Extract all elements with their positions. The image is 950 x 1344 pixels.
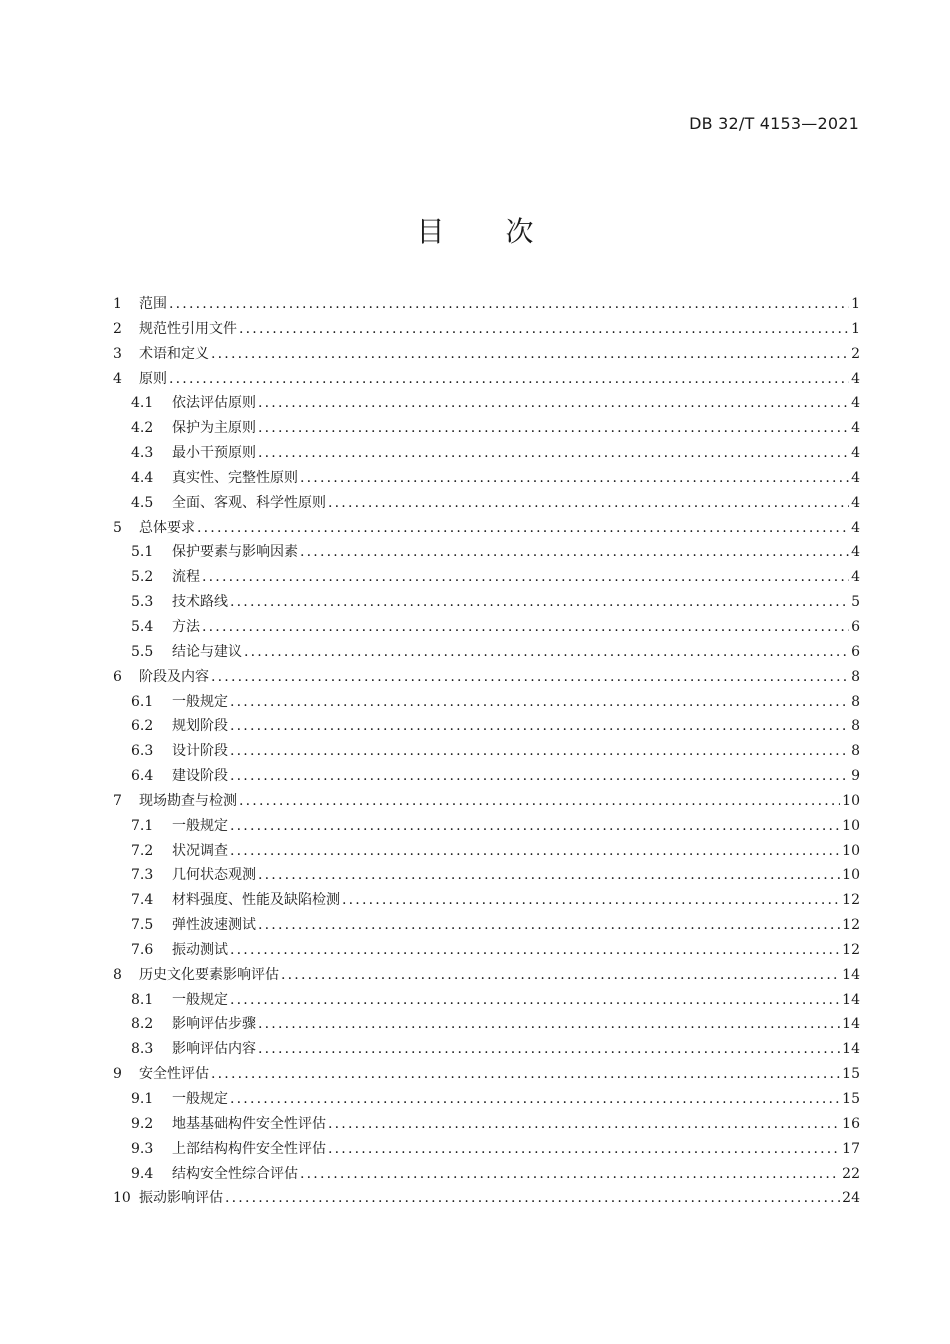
toc-entry-number: 6.1 xyxy=(131,693,154,710)
toc-entry-page-number: 22 xyxy=(842,1165,860,1182)
toc-entry-page-number: 4 xyxy=(851,494,860,511)
toc-entry-number: 9.1 xyxy=(131,1091,154,1107)
toc-entry-label: 地基基础构件安全性评估 xyxy=(172,1115,326,1132)
toc-dot-leader xyxy=(211,1066,840,1082)
toc-entry-number: 7.5 xyxy=(131,917,154,934)
toc-entry[interactable] xyxy=(113,591,860,616)
toc-dot-leader xyxy=(258,1041,840,1057)
toc-entry-page-number: 12 xyxy=(842,941,860,958)
page-title: 目 次 xyxy=(416,215,560,248)
toc-entry-label: 状况调查 xyxy=(172,842,228,859)
toc-dot-leader xyxy=(258,1016,840,1032)
toc-dot-leader xyxy=(239,321,849,337)
toc-entry-number: 9 xyxy=(113,1066,122,1083)
toc-entry-label: 弹性波速测试 xyxy=(172,917,256,934)
toc-dot-leader xyxy=(230,942,840,958)
toc-entry-label: 方法 xyxy=(172,618,200,635)
toc-entry-label: 影响评估内容 xyxy=(172,1041,256,1058)
toc-entry-number: 4.3 xyxy=(131,445,154,462)
toc-entry-number: 5.5 xyxy=(131,643,154,660)
toc-entry-page-number: 14 xyxy=(842,991,860,1008)
toc-entry-label: 一般规定 xyxy=(172,1091,228,1107)
toc-entry-number: 7.4 xyxy=(131,892,154,909)
toc-entry-page-number: 15 xyxy=(842,1066,860,1083)
toc-entry-number: 9.3 xyxy=(131,1140,154,1157)
toc-entry-label: 振动测试 xyxy=(172,941,228,958)
toc-entry-page-number: 16 xyxy=(842,1115,860,1132)
toc-entry[interactable] xyxy=(113,691,860,716)
toc-entry-label: 一般规定 xyxy=(172,991,228,1008)
toc-dot-leader xyxy=(328,495,849,511)
toc-entry-label: 规范性引用文件 xyxy=(139,320,237,337)
toc-dot-leader xyxy=(328,1116,840,1132)
toc-entry-page-number: 8 xyxy=(851,668,860,685)
toc-dot-leader xyxy=(300,470,849,486)
toc-entry[interactable] xyxy=(113,1138,860,1163)
toc-entry[interactable] xyxy=(113,1088,860,1113)
toc-entry-number: 8.1 xyxy=(131,991,154,1008)
toc-dot-leader xyxy=(230,694,849,710)
toc-entry-page-number: 14 xyxy=(842,1041,860,1058)
toc-entry-number: 4.2 xyxy=(131,420,154,437)
toc-entry[interactable] xyxy=(113,442,860,467)
toc-entry[interactable] xyxy=(113,566,860,591)
toc-entry-label: 总体要求 xyxy=(139,519,195,536)
toc-entry[interactable] xyxy=(113,790,860,815)
toc-entry[interactable] xyxy=(113,1187,860,1212)
toc-entry-label: 现场勘查与检测 xyxy=(139,792,237,809)
toc-entry[interactable] xyxy=(113,368,860,393)
toc-entry[interactable] xyxy=(113,1038,860,1063)
toc-dot-leader xyxy=(230,718,849,734)
toc-entry-page-number: 9 xyxy=(851,768,860,785)
toc-dot-leader xyxy=(230,768,849,784)
toc-entry-label: 原则 xyxy=(139,370,167,387)
toc-entry[interactable] xyxy=(113,864,860,889)
toc-entry-page-number: 10 xyxy=(842,792,860,809)
toc-entry-label: 结论与建议 xyxy=(172,643,242,660)
toc-entry-number: 5.1 xyxy=(131,544,154,561)
toc-dot-leader xyxy=(281,967,840,983)
toc-entry[interactable] xyxy=(113,467,860,492)
toc-entry-number: 7.1 xyxy=(131,817,154,834)
toc-dot-leader xyxy=(230,818,840,834)
toc-entry-page-number: 6 xyxy=(851,643,860,660)
toc-entry-label: 几何状态观测 xyxy=(172,867,256,884)
toc-entry-number: 8 xyxy=(113,966,122,983)
toc-entry[interactable] xyxy=(113,392,860,417)
toc-entry-number: 6.3 xyxy=(131,743,154,760)
toc-entry-page-number: 14 xyxy=(842,1016,860,1033)
toc-entry-page-number: 24 xyxy=(842,1190,860,1207)
toc-entry[interactable] xyxy=(113,417,860,442)
toc-entry-number: 4 xyxy=(113,370,122,387)
toc-entry-number: 7.6 xyxy=(131,941,154,958)
toc-entry[interactable] xyxy=(113,293,860,318)
toc-entry-number: 3 xyxy=(113,345,122,362)
toc-entry-page-number: 14 xyxy=(842,966,860,983)
toc-entry[interactable] xyxy=(113,1113,860,1138)
toc-entry-label: 振动影响评估 xyxy=(139,1190,223,1207)
toc-entry-page-number: 4 xyxy=(851,420,860,437)
toc-entry-label: 历史文化要素影响评估 xyxy=(139,966,279,983)
toc-entry-label: 建设阶段 xyxy=(172,768,228,785)
toc-entry-label: 上部结构构件安全性评估 xyxy=(172,1140,326,1157)
toc-entry-page-number: 1 xyxy=(851,320,860,337)
toc-dot-leader xyxy=(169,296,849,312)
toc-entry-number: 4.1 xyxy=(131,395,154,412)
toc-entry-number: 8.3 xyxy=(131,1041,154,1058)
toc-dot-leader xyxy=(342,892,840,908)
toc-entry[interactable] xyxy=(113,541,860,566)
toc-entry-label: 真实性、完整性原则 xyxy=(172,469,298,486)
toc-dot-leader xyxy=(300,544,849,560)
toc-entry-page-number: 12 xyxy=(842,892,860,909)
toc-entry-number: 5.3 xyxy=(131,594,154,611)
toc-entry-page-number: 10 xyxy=(842,867,860,884)
toc-entry-label: 安全性评估 xyxy=(139,1066,209,1083)
toc-entry-label: 全面、客观、科学性原则 xyxy=(172,494,326,511)
toc-dot-leader xyxy=(328,1141,840,1157)
toc-entry[interactable] xyxy=(113,666,860,691)
toc-entry[interactable] xyxy=(113,1013,860,1038)
toc-entry-page-number: 4 xyxy=(851,544,860,561)
toc-entry-number: 4.5 xyxy=(131,494,154,511)
toc-entry[interactable] xyxy=(113,914,860,939)
toc-entry-number: 6 xyxy=(113,668,122,685)
toc-entry[interactable] xyxy=(113,889,860,914)
toc-entry-label: 阶段及内容 xyxy=(139,668,209,685)
toc-entry-number: 2 xyxy=(113,320,122,337)
toc-entry-label: 最小干预原则 xyxy=(172,445,256,462)
toc-entry[interactable] xyxy=(113,492,860,517)
toc-dot-leader xyxy=(258,420,849,436)
toc-entry-page-number: 4 xyxy=(851,519,860,536)
toc-entry-label: 保护为主原则 xyxy=(172,420,256,437)
toc-entry-page-number: 6 xyxy=(851,618,860,635)
toc-entry-number: 5.2 xyxy=(131,569,154,586)
toc-entry-number: 6.2 xyxy=(131,718,154,735)
toc-entry-number: 1 xyxy=(113,296,122,312)
toc-entry-page-number: 4 xyxy=(851,569,860,586)
toc-entry[interactable] xyxy=(113,964,860,989)
toc-entry[interactable] xyxy=(113,641,860,666)
toc-dot-leader xyxy=(211,669,849,685)
toc-entry[interactable] xyxy=(113,1163,860,1188)
toc-entry-page-number: 4 xyxy=(851,395,860,412)
toc-dot-leader xyxy=(258,395,849,411)
standard-code: DB 32/T 4153—2021 xyxy=(689,114,859,133)
toc-entry-label: 范围 xyxy=(139,296,167,312)
toc-entry-page-number: 10 xyxy=(842,842,860,859)
toc-dot-leader xyxy=(202,619,849,635)
toc-entry-number: 6.4 xyxy=(131,768,154,785)
toc-entry-number: 5 xyxy=(113,519,122,536)
toc-entry-number: 7.3 xyxy=(131,867,154,884)
toc-entry-label: 术语和定义 xyxy=(139,345,209,362)
toc-entry-label: 流程 xyxy=(172,569,200,586)
toc-entry-label: 一般规定 xyxy=(172,817,228,834)
toc-entry-number: 7 xyxy=(113,792,122,809)
toc-entry-page-number: 2 xyxy=(851,345,860,362)
toc-entry-page-number: 17 xyxy=(842,1140,860,1157)
toc-dot-leader xyxy=(225,1190,840,1206)
toc-entry[interactable] xyxy=(113,840,860,865)
toc-dot-leader xyxy=(202,569,849,585)
toc-entry-page-number: 12 xyxy=(842,917,860,934)
toc-entry-page-number: 8 xyxy=(851,743,860,760)
toc-entry[interactable] xyxy=(113,1063,860,1088)
toc-entry-label: 保护要素与影响因素 xyxy=(172,544,298,561)
toc-entry-label: 影响评估步骤 xyxy=(172,1016,256,1033)
toc-entry-page-number: 4 xyxy=(851,370,860,387)
toc-dot-leader xyxy=(169,371,849,387)
toc-dot-leader xyxy=(258,445,849,461)
toc-entry-label: 材料强度、性能及缺陷检测 xyxy=(172,892,340,909)
toc-entry-label: 设计阶段 xyxy=(172,743,228,760)
toc-entry[interactable] xyxy=(113,765,860,790)
toc-dot-leader xyxy=(230,992,840,1008)
table-of-contents xyxy=(113,293,860,1212)
toc-dot-leader xyxy=(300,1166,840,1182)
toc-entry[interactable] xyxy=(113,740,860,765)
toc-dot-leader xyxy=(239,793,840,809)
toc-entry-number: 9.4 xyxy=(131,1165,154,1182)
toc-entry-number: 5.4 xyxy=(131,618,154,635)
toc-entry[interactable] xyxy=(113,815,860,840)
toc-dot-leader xyxy=(258,867,840,883)
toc-entry-number: 7.2 xyxy=(131,842,154,859)
toc-dot-leader xyxy=(230,1091,840,1107)
toc-entry-page-number: 4 xyxy=(851,445,860,462)
toc-entry-page-number: 10 xyxy=(842,817,860,834)
toc-entry-page-number: 8 xyxy=(851,693,860,710)
toc-entry-page-number: 1 xyxy=(851,296,860,312)
toc-entry-page-number: 8 xyxy=(851,718,860,735)
toc-entry-label: 一般规定 xyxy=(172,693,228,710)
toc-dot-leader xyxy=(244,644,849,660)
toc-dot-leader xyxy=(230,743,849,759)
toc-dot-leader xyxy=(211,346,849,362)
toc-entry[interactable] xyxy=(113,318,860,343)
toc-entry[interactable] xyxy=(113,939,860,964)
toc-entry-page-number: 4 xyxy=(851,469,860,486)
toc-entry[interactable] xyxy=(113,989,860,1014)
toc-entry-page-number: 5 xyxy=(851,594,860,611)
toc-dot-leader xyxy=(230,843,840,859)
toc-dot-leader xyxy=(258,917,840,933)
toc-entry-label: 依法评估原则 xyxy=(172,395,256,412)
toc-entry-number: 9.2 xyxy=(131,1115,154,1132)
toc-entry[interactable] xyxy=(113,616,860,641)
toc-dot-leader xyxy=(230,594,849,610)
toc-entry[interactable] xyxy=(113,343,860,368)
toc-entry[interactable] xyxy=(113,715,860,740)
toc-dot-leader xyxy=(197,520,849,536)
toc-entry-label: 规划阶段 xyxy=(172,718,228,735)
toc-entry-page-number: 15 xyxy=(842,1091,860,1107)
toc-entry-number: 10 xyxy=(113,1190,131,1207)
toc-entry-label: 技术路线 xyxy=(172,594,228,611)
toc-entry[interactable] xyxy=(113,517,860,542)
toc-entry-label: 结构安全性综合评估 xyxy=(172,1165,298,1182)
toc-entry-number: 4.4 xyxy=(131,469,154,486)
toc-entry-number: 8.2 xyxy=(131,1016,154,1033)
